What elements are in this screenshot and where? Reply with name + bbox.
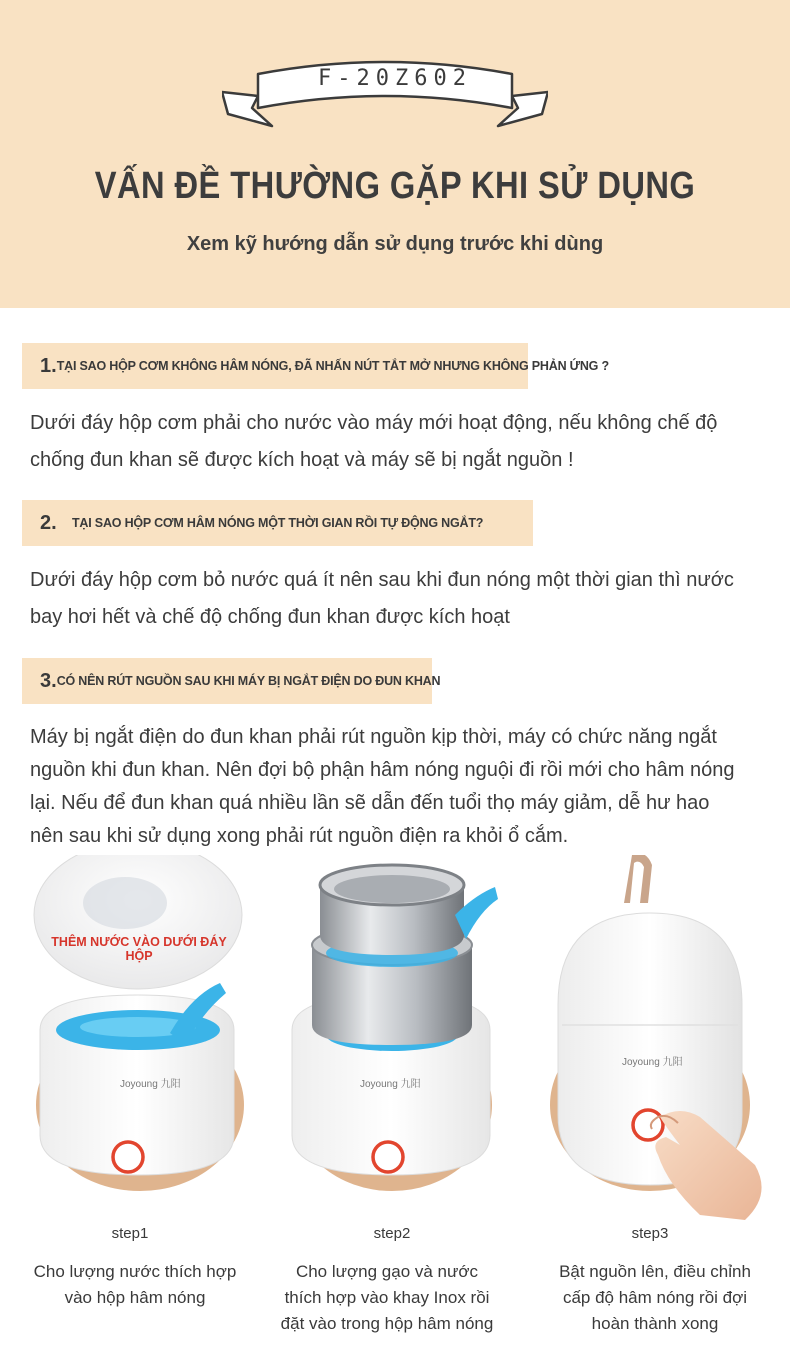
answer-line: nguồn khi đun khan. Nên đợi bộ phận hâm nóng nguội đi rồi mới cho hâm nóng [30,759,735,781]
caption-line: cấp độ hâm nóng rồi đợi [562,1288,748,1307]
faq-number: 1. [40,354,57,377]
faq-question-2 [22,500,533,546]
faq-question-1 [22,343,609,389]
answer-line: nên sau khi sử dụng xong phải rút nguồn điện ra khỏi ổ cắm. [30,825,569,847]
faq-question-text: CÓ NÊN RÚT NGUỒN SAU KHI MÁY BỊ NGẮT ĐIỆN DO ĐUN KHAN [56,674,441,688]
answer-line: bay hơi hết và chế độ chống đun khan được kích hoạt [30,606,510,628]
faq-question-text: TẠI SAO HỘP CƠM HÂM NÓNG MỘT THỜI GIAN RỒI TỰ ĐỘNG NGẮT? [72,516,484,530]
caption-line: Cho lượng gạo và nước [295,1262,479,1281]
svg-text:Joyoung 九阳: Joyoung 九阳 [622,1057,683,1068]
step2-illustration [280,855,510,1195]
step1-illustration [20,855,260,1195]
faq-number: 2. [40,511,57,534]
caption-line: đặt vào trong hộp hâm nóng [280,1314,494,1333]
page-subtitle: Xem kỹ hướng dẫn sử dụng trước khi dùng [186,233,604,255]
answer-line: Dưới đáy hộp cơm phải cho nước vào máy mới hoạt động, nếu không chế độ [30,412,718,434]
caption-line: Bật nguồn lên, điều chỉnh [559,1262,751,1281]
faq-question-3 [22,658,441,704]
answer-line: lại. Nếu để đun khan quá nhiều lần sẽ dẫn đến tuổi thọ máy giảm, dễ hư hao [30,792,710,814]
page-title: VẤN ĐỀ THƯỜNG GẶP KHI SỬ DỤNG [94,165,696,207]
svg-text:Joyoung 九阳: Joyoung 九阳 [360,1079,421,1090]
faq-question-text: TẠI SAO HỘP CƠM KHÔNG HÂM NÓNG, ĐÃ NHẤN NÚT TẮT MỞ NHƯNG KHÔNG PHẢN ỨNG ? [56,359,609,373]
step2-caption [257,1259,517,1337]
svg-text:Joyoung 九阳: Joyoung 九阳 [120,1079,181,1090]
caption-line: Cho lượng nước thích hợp [33,1262,237,1281]
step2-label: step2 [373,1225,411,1242]
caption-line: vào hộp hâm nóng [64,1288,206,1307]
caption-line: hoàn thành xong [591,1314,719,1333]
steps-section [0,855,790,1350]
answer-line: Máy bị ngắt điện do đun khan phải rút nguồn kịp thời, máy có chức năng ngắt [30,726,717,748]
step3-illustration [540,855,780,1235]
faq-answer-1 [30,405,785,479]
model-number: F-20Z602 [318,66,472,91]
step1-label: step1 [111,1225,149,1242]
faq-number: 3. [40,669,57,692]
faq-answer-2 [30,562,785,636]
step1-caption [5,1259,265,1311]
header-banner [0,0,790,308]
step3-caption [525,1259,785,1337]
answer-line: chống đun khan sẽ được kích hoạt và máy sẽ bị ngắt nguồn ! [30,449,574,471]
answer-line: Dưới đáy hộp cơm bỏ nước quá ít nên sau khi đun nóng một thời gian thì nước [30,569,734,591]
caption-line: thích hợp vào khay Inox rồi [284,1288,490,1307]
step3-label: step3 [631,1225,669,1242]
faq-answer-3 [30,721,785,853]
step1-overlay-text: THÊM NƯỚC VÀO DƯỚI ĐÁY HỘP [51,935,227,963]
